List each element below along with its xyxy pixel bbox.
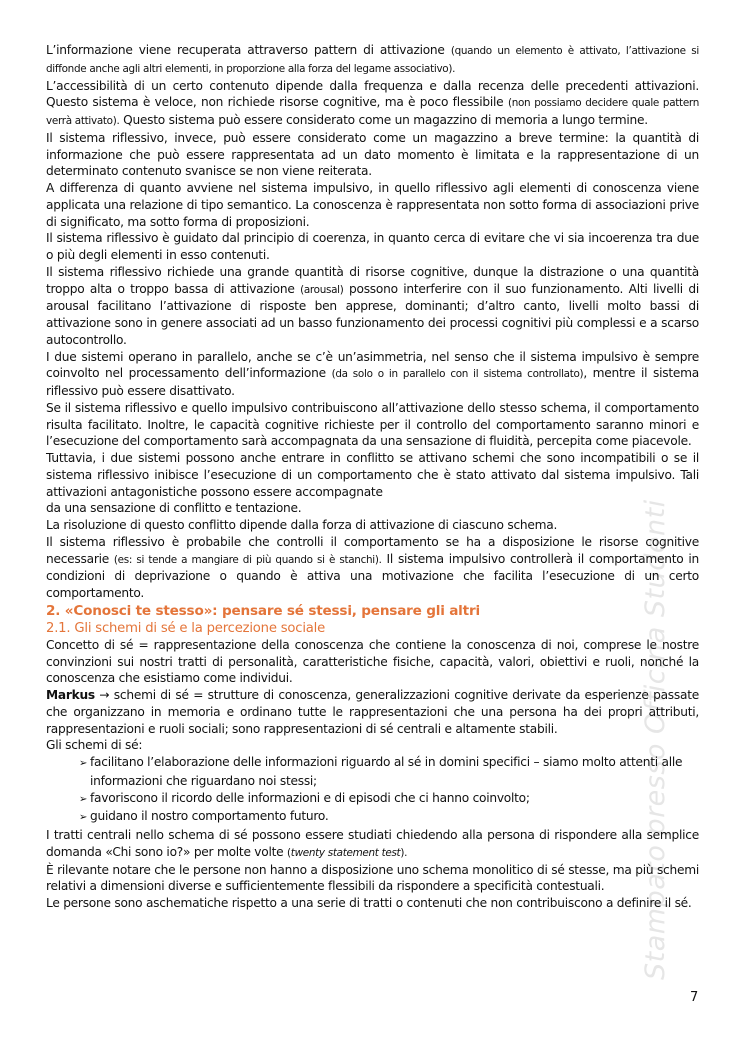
page-number: 7 — [690, 990, 699, 1005]
parenthetical: ). — [400, 846, 408, 859]
text: Il sistema impulsivo controllerà il comportamento in condizioni di deprivazione o quando è attiva una motivazione che facilita l’esecuzione di un certo comportamento. — [46, 551, 700, 600]
paragraph: Tuttavia, i due sistemi possono anche entrare in conflitto se attivano schemi che sono incompatibili o se il sistema riflessivo inibisce l’esecuzione di un comportamento che è stato attivato dal sistema impulsivo. Tali attivazioni antagonistiche possono essere accompagnate — [46, 451, 699, 499]
text: Il sistema riflessivo è probabile che controlli il comportamento se ha a disposizione le risorse cognitive necessarie — [46, 534, 699, 566]
text: L’informazione viene recuperata attraverso pattern di attivazione — [46, 43, 451, 57]
watermark: Stampato presso Officina Studenti — [640, 499, 671, 980]
paragraph: La risoluzione di questo conflitto dipende dalla forza di attivazione di ciascuno schema. — [46, 518, 558, 532]
paragraph: A differenza di quanto avviene nel sistema impulsivo, in quello riflessivo agli elementi di conoscenza viene applicata una relazione di tipo semantico. La conoscenza è rappresentata non sotto forma di associazioni prive di significato, ma sotto forma di proposizioni. — [46, 181, 699, 229]
text: L’accessibilità di un certo contenuto dipende dalla frequenza e dalla recenza delle precedenti attivazioni. Questo sistema è veloce, non richiede risorse cognitive, ma è poco flessibile — [46, 78, 699, 110]
paragraph: Concetto di sé = rappresentazione della conoscenza che contiene la conoscenza di noi, comprese le nostre convinzioni sui nostri tratti di personalità, caratteristiche fisiche, capacità, valori, obiettivi e ruoli, nonché la conoscenza che esistiamo come individui. — [46, 637, 699, 686]
paragraph — [46, 264, 699, 349]
list-item-text: facilitano l’elaborazione delle informazioni riguardo al sé in domini specifici – siamo molto attenti alle informazioni che riguardano noi stessi; — [90, 755, 683, 788]
parenthetical: (es: si tende a mangiare di più quando si è stanchi). — [113, 553, 382, 566]
list-item — [66, 790, 699, 809]
paragraph: da una sensazione di conflitto e tentazione. — [46, 501, 302, 516]
arrow-bullet-icon: ➢ — [79, 812, 88, 824]
subsection-heading: 2.1. Gli schemi di sé e la percezione sociale — [46, 620, 326, 636]
paragraph: Se il sistema riflessivo e quello impulsivo contribuiscono all’attivazione dello stesso schema, il comportamento risulta facilitato. Inoltre, le capacità cognitive richieste per il controllo del comportamento saranno minori e l’esecuzione del comportamento sarà accompagnata da una sensazione di fluidità, percepita come piacevole. — [46, 400, 699, 449]
paragraph: Il sistema riflessivo è guidato dal principio di coerenza, in quanto cerca di evitare che vi sia incoerenza tra due o più degli elementi in esso contenuti. — [46, 231, 699, 262]
paragraph — [46, 349, 699, 400]
paragraph — [46, 42, 699, 78]
parenthetical: (arousal) — [300, 283, 344, 296]
text: Questo sistema può essere considerato come un magazzino di memoria a lungo termine. — [119, 113, 648, 127]
arrow-bullet-icon: ➢ — [79, 793, 88, 805]
text: I tratti centrali nello schema di sé possono essere studiati chiedendo alla persona di rispondere alla semplice domanda «Chi sono io?» per molte volte — [46, 828, 699, 859]
text: Il sistema riflessivo richiede una grande quantità di risorse cognitive, dunque la distrazione o una quantità troppo alta o troppo bassa di attivazione — [46, 264, 699, 296]
paragraph: Le persone sono aschematiche rispetto a una serie di tratti o contenuti che non contribuiscono a definire il sé. — [46, 896, 692, 910]
text: → schemi di sé = strutture di conoscenza, generalizzazioni cognitive derivate da esperienze passate che organizzano in memoria e ordinano tutte le rappresentazioni che una persona ha dei propri attributi, rappresentazioni e ruoli sociali; sono rappresentazioni di sé centrali e altamente stabili. — [46, 688, 699, 736]
paragraph — [46, 534, 699, 602]
paragraph — [46, 78, 699, 130]
section-heading: 2. «Conosci te stesso»: pensare sé stessi, pensare gli altri — [46, 602, 480, 619]
author-name: Markus — [46, 688, 95, 702]
parenthetical: (quando un elemento è attivato, l’attivazione si diffonde anche agli altri elementi, in proporzione alla forza del legame associativo). — [46, 45, 699, 75]
parenthetical: (non possiamo decidere quale pattern verrà attivato). — [46, 97, 699, 127]
list-item — [66, 808, 699, 827]
paragraph — [46, 827, 699, 862]
list-item-text: favoriscono il ricordo delle informazioni e di episodi che ci hanno coinvolto; — [90, 790, 530, 805]
list-item — [66, 754, 699, 790]
list-intro: Gli schemi di sé: — [46, 738, 143, 753]
list-item-text: guidano il nostro comportamento futuro. — [90, 809, 329, 824]
text: , mentre il sistema riflessivo può essere disattivato. — [46, 366, 699, 398]
text: possono interferire con il suo funzionamento. Alti livelli di arousal facilitano l’attivazione di risposte ben apprese, dominanti; d’altro canto, livelli molto bassi di attivazione sono in genere associati ad un basso funzionamento dei processi cognitivi più complessi e a scarso autocontrollo. — [46, 281, 699, 347]
arrow-bullet-icon: ➢ — [79, 758, 88, 769]
bullet-list — [46, 754, 699, 827]
paragraph — [46, 687, 699, 737]
parenthetical: ( — [287, 846, 291, 859]
text: I due sistemi operano in parallelo, anche se c’è un’asimmetria, nel senso che il sistema impulsivo è sempre coinvolto nel processamento dell’informazione — [46, 349, 699, 381]
parenthetical: (da solo o in parallelo con il sistema controllato) — [331, 368, 584, 381]
test-name: twenty statement test — [290, 846, 401, 859]
paragraph: Il sistema riflessivo, invece, può essere considerato come un magazzino a breve termine: la quantità di informazione che può essere rappresentata ad un dato momento è limitata e la rappresentazione di un determinato contenuto svanisce se non viene reiterata. — [46, 130, 699, 179]
document-page — [46, 42, 699, 912]
paragraph: È rilevante notare che le persone non hanno a disposizione uno schema monolitico di sé stesse, ma più schemi relativi a dimensioni diverse e sufficientemente flessibili da rispondere a specificità contestuali. — [46, 862, 699, 894]
